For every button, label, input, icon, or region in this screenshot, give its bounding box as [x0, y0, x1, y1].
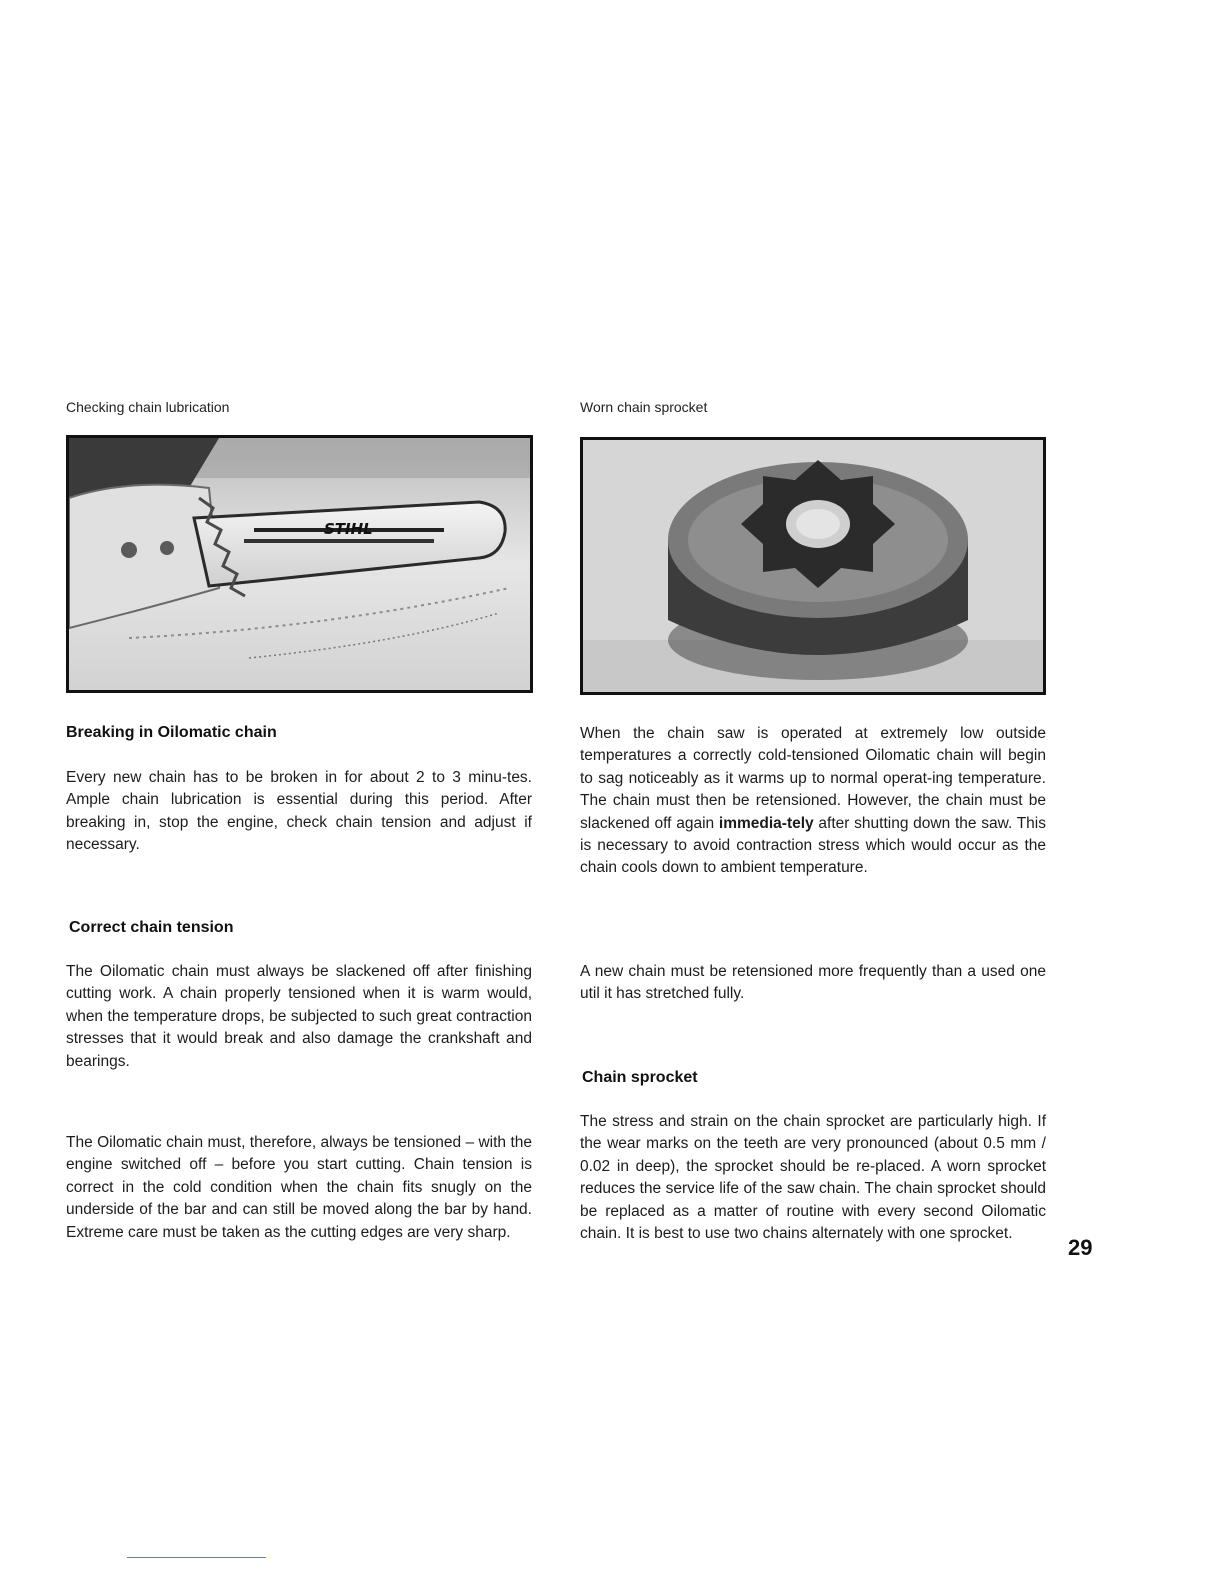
new-chain-paragraph: A new chain must be retensioned more frequently than a used one util it has stretched fully. [580, 963, 1046, 1003]
worn-sprocket-photo [580, 437, 1046, 695]
breaking-in-paragraph: Every new chain has to be broken in for about 2 to 3 minu-tes. Ample chain lubrication is essential during this period. After breaking in, stop the engine, check chain tension and adjust if necessary. [66, 769, 532, 854]
chain-sprocket-paragraph: The stress and strain on the chain sprocket are particularly high. If the wear marks on the teeth are very pronounced (about 0.5 mm / 0.02 in deep), the sprocket should be re-placed. A worn sprocket reduces the service life of the saw chain. The chain sprocket should be replaced as a matter of routine with every second Oilomatic chain. It is best to use two chains alternately with one sprocket. [580, 1113, 1046, 1243]
footer-rule [127, 1557, 266, 1558]
chainsaw-bar-illustration [69, 438, 530, 690]
cold-temperature-paragraph [580, 723, 1046, 880]
breaking-in-heading: Breaking in Oilomatic chain [66, 724, 277, 741]
cold-temperature-text-1: When the chain saw is operated at extremely low outside temperatures a correctly cold-tensioned Oilomatic chain will begin to sag noticeably as it warms up to normal operat-ing temperature. The chain must then be retensioned. However, the chain must be slackened off again [580, 725, 1046, 832]
cold-temperature-emphasis: immedia-tely [718, 814, 814, 832]
left-photo-caption: Checking chain lubrication [66, 399, 230, 415]
correct-tension-paragraph-1: The Oilomatic chain must always be slackened off after finishing cutting work. A chain properly tensioned when it is warm would, when the temperature drops, be subjected to such great contraction stresses that it would break and also damage the crankshaft and bearings. [66, 963, 532, 1070]
sprocket-illustration [583, 440, 1043, 692]
stihl-logo: STIHL [324, 520, 373, 538]
cold-temperature-text-2: after shutting down the saw. This is necessary to avoid contraction stress which would occur as the chain cools down to ambient temperature. [580, 814, 1046, 877]
chain-sprocket-heading: Chain sprocket [582, 1069, 698, 1086]
correct-tension-heading: Correct chain tension [69, 919, 234, 936]
correct-tension-paragraph-2: The Oilomatic chain must, therefore, always be tensioned – with the engine switched off – before you start cutting. Chain tension is correct in the cold condition when the chain fits snugly on the underside of the bar and can still be moved along the bar by hand. Extreme care must be taken as the cutting edges are very sharp. [66, 1134, 532, 1241]
chain-lubrication-photo [66, 435, 533, 693]
page-number: 29 [1068, 1235, 1093, 1260]
right-photo-caption: Worn chain sprocket [580, 399, 708, 415]
